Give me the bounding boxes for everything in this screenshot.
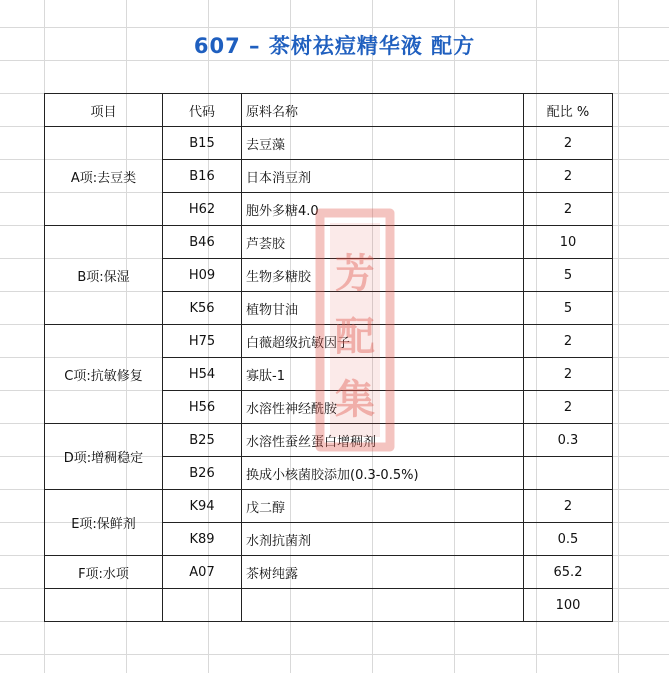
code-cell: B16 xyxy=(163,160,242,193)
ingredient-cell: 植物甘油 xyxy=(242,292,524,325)
header-item: 项目 xyxy=(45,94,163,127)
ingredient-cell: 芦荟胶 xyxy=(242,226,524,259)
table-row xyxy=(45,424,613,457)
ratio-cell: 2 xyxy=(524,490,613,523)
ratio-cell: 2 xyxy=(524,127,613,160)
header-ratio: 配比 % xyxy=(524,94,613,127)
code-cell: K56 xyxy=(163,292,242,325)
code-cell: H54 xyxy=(163,358,242,391)
code-cell: H75 xyxy=(163,325,242,358)
ingredient-cell: 日本消豆剂 xyxy=(242,160,524,193)
ratio-cell: 2 xyxy=(524,325,613,358)
table-row xyxy=(45,490,613,523)
group-label-e: E项:保鲜剂 xyxy=(45,490,163,556)
ratio-cell: 2 xyxy=(524,358,613,391)
code-cell: A07 xyxy=(163,556,242,589)
ratio-cell: 65.2 xyxy=(524,556,613,589)
ratio-cell: 0.3 xyxy=(524,424,613,457)
ratio-cell: 2 xyxy=(524,391,613,424)
formula-table xyxy=(44,93,613,622)
ratio-cell: 0.5 xyxy=(524,523,613,556)
code-cell: B26 xyxy=(163,457,242,490)
svg-text:集: 集 xyxy=(335,376,375,423)
total-empty-cell xyxy=(242,589,524,622)
ingredient-cell: 换成小核菌胶添加(0.3-0.5%) xyxy=(242,457,524,490)
table-row xyxy=(45,226,613,259)
ingredient-cell: 寡肽-1 xyxy=(242,358,524,391)
code-cell: H56 xyxy=(163,391,242,424)
header-code: 代码 xyxy=(163,94,242,127)
code-cell: B46 xyxy=(163,226,242,259)
ingredient-cell: 白薇超级抗敏因子 xyxy=(242,325,524,358)
ingredient-cell: 生物多糖胶 xyxy=(242,259,524,292)
ingredient-cell: 水溶性神经酰胺 xyxy=(242,391,524,424)
header-name: 原料名称 xyxy=(242,94,524,127)
group-label-a: A项:去豆类 xyxy=(45,127,163,226)
svg-text:配: 配 xyxy=(335,313,375,360)
group-label-c: C项:抗敏修复 xyxy=(45,325,163,424)
table-row xyxy=(45,556,613,589)
code-cell: K94 xyxy=(163,490,242,523)
total-empty-cell xyxy=(163,589,242,622)
total-value: 100 xyxy=(524,589,613,622)
code-cell: B15 xyxy=(163,127,242,160)
group-label-d: D项:增稠稳定 xyxy=(45,424,163,490)
table-row xyxy=(45,127,613,160)
code-cell: H62 xyxy=(163,193,242,226)
ratio-cell: 2 xyxy=(524,160,613,193)
group-label-b: B项:保湿 xyxy=(45,226,163,325)
code-cell: H09 xyxy=(163,259,242,292)
ratio-cell xyxy=(524,457,613,490)
ingredient-cell: 胞外多糖4.0 xyxy=(242,193,524,226)
code-cell: B25 xyxy=(163,424,242,457)
ingredient-cell: 水溶性蚕丝蛋白增稠剂 xyxy=(242,424,524,457)
header-row xyxy=(45,94,613,127)
code-cell: K89 xyxy=(163,523,242,556)
ratio-cell: 10 xyxy=(524,226,613,259)
total-row xyxy=(45,589,613,622)
ingredient-cell: 水剂抗菌剂 xyxy=(242,523,524,556)
ratio-cell: 5 xyxy=(524,259,613,292)
ratio-cell: 5 xyxy=(524,292,613,325)
page-title: 607 – 茶树祛痘精华液 配方 xyxy=(193,34,476,58)
ingredient-cell: 戊二醇 xyxy=(242,490,524,523)
ratio-cell: 2 xyxy=(524,193,613,226)
group-label-f: F项:水项 xyxy=(45,556,163,589)
stamp-text: 芳 xyxy=(335,250,375,297)
table-row xyxy=(45,325,613,358)
total-empty-cell xyxy=(45,589,163,622)
ingredient-cell: 去豆藻 xyxy=(242,127,524,160)
ingredient-cell: 茶树纯露 xyxy=(242,556,524,589)
